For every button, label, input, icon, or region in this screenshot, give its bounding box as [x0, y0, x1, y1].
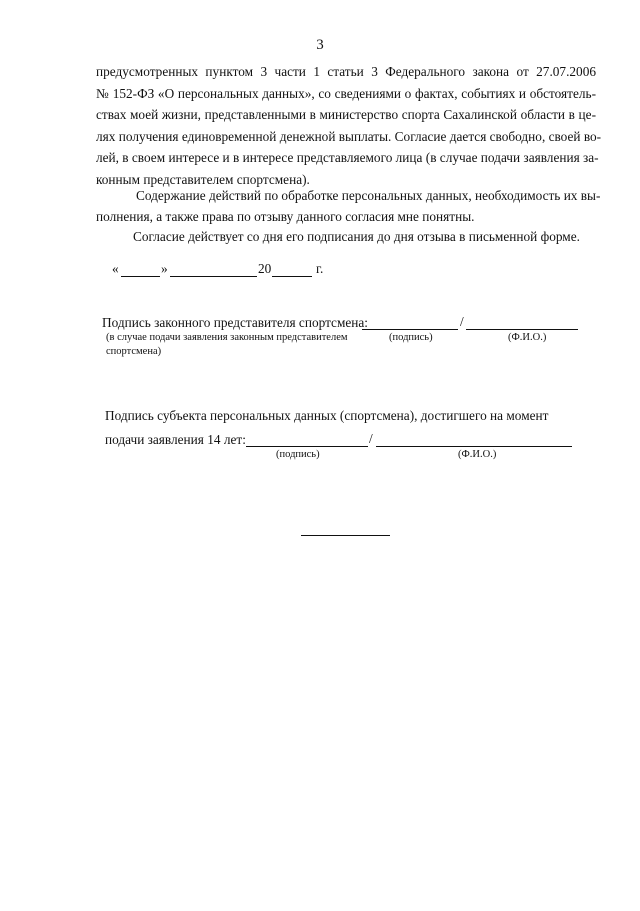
subject-label-line-2: подачи заявления 14 лет: — [105, 432, 246, 447]
rep-name-blank — [466, 329, 578, 330]
date-open-quote: « — [112, 261, 119, 276]
paragraph-1-line-1: предусмотренных пунктом 3 части 1 статьи 3 Федерального закона от 27.07.2006 — [96, 64, 596, 79]
paragraph-3: Согласие действует со дня его подписания до дня отзыва в письменной форме. — [133, 229, 580, 244]
day-blank — [121, 276, 160, 277]
year-prefix: 20 — [258, 261, 272, 276]
page-number: 3 — [316, 37, 324, 53]
year-suffix: г. — [316, 261, 324, 276]
rep-signature-blank — [362, 329, 458, 330]
rep-note-line-2: спортсмена) — [106, 346, 162, 357]
paragraph-1-line-4: лях получения единовременной денежной выплаты. Согласие дается свободно, своей во- — [96, 129, 602, 144]
subject-signature-blank — [246, 446, 368, 447]
subject-name-blank — [376, 446, 572, 447]
rep-signature-label: Подпись законного представителя спортсмена: — [102, 315, 368, 330]
rep-slash: / — [460, 314, 464, 329]
paragraph-1-line-3: ствах моей жизни, представленными в министерство спорта Сахалинской области в це- — [96, 107, 596, 122]
paragraph-1-line-5: лей, в своем интересе и в интересе представляемого лица (в случае подачи заявления за- — [96, 150, 599, 165]
subject-sign-caption: (подпись) — [276, 449, 320, 460]
date-close-quote: » — [161, 261, 168, 276]
rep-note-line-1: (в случае подачи заявления законным представителем — [106, 332, 348, 343]
month-blank — [170, 276, 257, 277]
rep-sign-caption: (подпись) — [389, 332, 433, 343]
subject-name-caption: (Ф.И.О.) — [458, 449, 497, 460]
paragraph-2-line-1: Содержание действий по обработке персональных данных, необходимость их вы- — [136, 188, 601, 203]
rep-name-caption: (Ф.И.О.) — [508, 332, 547, 343]
subject-label-line-1: Подпись субъекта персональных данных (спортсмена), достигшего на момент — [105, 408, 549, 423]
paragraph-1-line-6: конным представителем спортсмена). — [96, 172, 310, 187]
end-separator — [301, 535, 390, 536]
paragraph-1-line-2: № 152-ФЗ «О персональных данных», со сведениями о фактах, событиях и обстоятель- — [96, 86, 596, 101]
paragraph-2-line-2: полнения, а также права по отзыву данного согласия мне понятны. — [96, 209, 475, 224]
year-blank — [272, 276, 312, 277]
subject-slash: / — [369, 431, 373, 446]
